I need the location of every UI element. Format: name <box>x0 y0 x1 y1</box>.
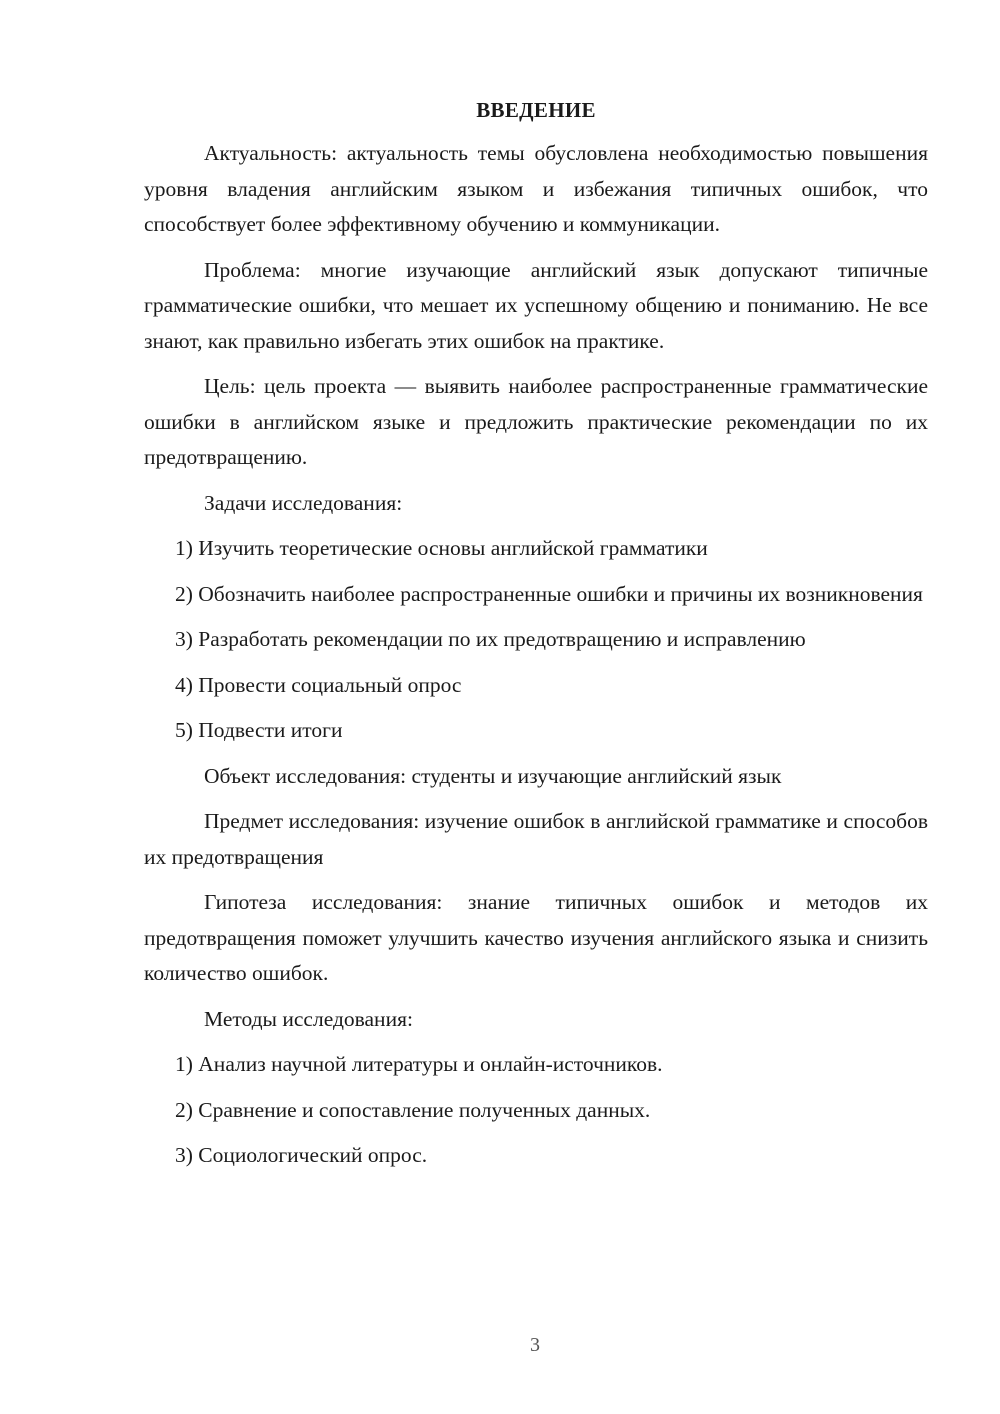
method-item: 3) Социологический опрос. <box>175 1143 428 1167</box>
tasks-title: Задачи исследования: <box>204 490 403 515</box>
relevance-paragraph: Актуальность: актуальность темы обусловлена необходимостью повышения уровня владения английским языком и избежания типичных ошибок, что способствует более эффективному обучению и коммуникации. <box>144 141 928 236</box>
task-item: 5) Подвести итоги <box>175 718 343 742</box>
method-item: 2) Сравнение и сопоставление полученных данных. <box>175 1097 651 1122</box>
problem-paragraph: Проблема: многие изучающие английский язык допускают типичные грамматические ошибки, что мешает их успешному общению и пониманию. Не все знают, как правильно избегать этих ошибок на практике. <box>144 257 928 353</box>
task-item: 3) Разработать рекомендации по их предотвращению и исправлению <box>175 627 806 651</box>
subject-paragraph: Предмет исследования: изучение ошибок в английской грамматике и способов их предотвращения <box>144 809 928 869</box>
page-number: 3 <box>530 1334 540 1356</box>
document-page <box>144 96 928 1174</box>
task-item: 1) Изучить теоретические основы английской грамматики <box>175 536 708 560</box>
hypothesis-paragraph: Гипотеза исследования: знание типичных ошибок и методов их предотвращения поможет улучшить качество изучения английского языка и снизить количество ошибок. <box>144 890 928 985</box>
goal-paragraph: Цель: цель проекта — выявить наиболее распространенные грамматические ошибки в английском языке и предложить практические рекомендации по их предотвращению. <box>144 374 928 469</box>
section-heading: ВВЕДЕНИЕ <box>476 98 596 122</box>
method-item: 1) Анализ научной литературы и онлайн-источников. <box>175 1052 663 1076</box>
task-item: 4) Провести социальный опрос <box>175 672 462 697</box>
methods-title: Методы исследования: <box>204 1006 413 1031</box>
object-paragraph: Объект исследования: студенты и изучающие английский язык <box>204 763 782 788</box>
task-item: 2) Обозначить наиболее распространенные ошибки и причины их возникновения <box>175 581 923 606</box>
